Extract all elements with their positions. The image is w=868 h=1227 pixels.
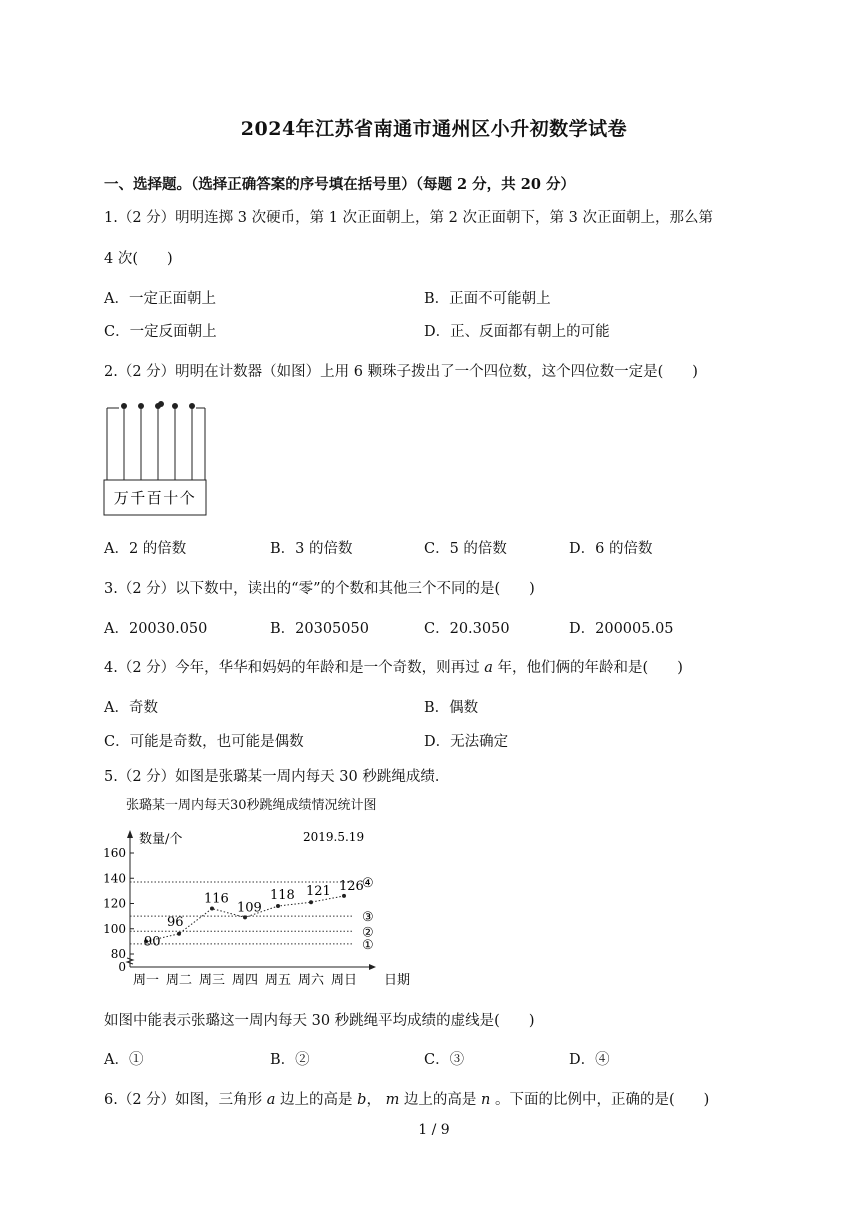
q1-option-b[interactable]: B．正面不可能朝上: [424, 291, 551, 307]
page-number: 1 / 9: [418, 1122, 450, 1138]
x-tick-label: 周三: [198, 973, 226, 988]
q3-option-d[interactable]: D．200005.05: [569, 621, 674, 637]
x-axis-arrow: [369, 964, 376, 970]
page-title: 2024年江苏省南通市通州区小升初数学试卷: [240, 118, 628, 140]
data-point: [309, 900, 313, 904]
question-4-text: 4.（2 分）今年，华华和妈妈的年龄和是一个奇数，则再过 a 年，他们俩的年龄和是( ): [104, 660, 683, 676]
y-tick-label: 100: [103, 921, 126, 936]
y-tick-label: 0: [118, 960, 126, 974]
q3-option-b[interactable]: B．20305050: [270, 621, 369, 637]
data-point: [342, 894, 346, 898]
data-label: 109: [237, 900, 262, 916]
y-tick-label: 160: [103, 846, 126, 860]
x-tick-label: 周五: [264, 973, 292, 988]
q5-option-b[interactable]: B．②: [270, 1052, 310, 1068]
abacus-labels: 万千百十个: [113, 489, 197, 507]
data-label: 96: [167, 914, 184, 930]
x-axis-label: 日期: [384, 973, 411, 988]
q3-option-c[interactable]: C．20.3050: [424, 621, 510, 637]
q5-option-d[interactable]: D．④: [569, 1052, 610, 1068]
y-tick-label: 140: [103, 871, 126, 886]
x-tick-label: 周四: [231, 973, 259, 988]
q5-option-a[interactable]: A．①: [104, 1052, 144, 1068]
x-tick-label: 周六: [297, 973, 325, 988]
data-label: 118: [270, 888, 295, 904]
q1-option-d[interactable]: D．正、反面都有朝上的可能: [424, 324, 610, 340]
y-axis-label: 数量/个: [139, 832, 183, 847]
section-heading: 一、选择题。（选择正确答案的序号填在括号里）（每题 2 分，共 20 分）: [104, 176, 575, 193]
data-point: [210, 907, 214, 911]
x-tick-label: 周一: [132, 973, 160, 988]
question-6-text: 6.（2 分）如图，三角形 a 边上的高是 b， m 边上的高是 n 。下面的比例中，正确的是( ): [104, 1092, 710, 1108]
x-tick-label: 周二: [165, 973, 193, 988]
q4-option-b[interactable]: B．偶数: [424, 700, 479, 716]
x-tick-label: 周日: [330, 973, 358, 988]
q2-option-b[interactable]: B．3 的倍数: [270, 541, 353, 557]
y-axis-arrow: [127, 830, 133, 838]
axis-break: [127, 958, 133, 964]
q4-option-a[interactable]: A．奇数: [104, 700, 158, 716]
q4-option-d[interactable]: D．无法确定: [424, 734, 509, 750]
chart-date: 2019.5.19: [303, 830, 365, 844]
q2-option-a[interactable]: A．2 的倍数: [104, 541, 187, 557]
q1-option-a[interactable]: A．一定正面朝上: [104, 291, 216, 307]
question-1-text: 1.（2 分）明明连掷 3 次硬币，第 1 次正面朝上，第 2 次正面朝下，第 3 次正面朝上，那么第: [104, 210, 713, 226]
data-label: 126: [339, 878, 364, 894]
reference-line-label: ①: [362, 937, 374, 953]
data-point: [177, 932, 181, 936]
variable-a: a: [484, 660, 493, 676]
question-1-text-cont: 4 次( ): [104, 251, 173, 267]
chart-title: 张璐某一周内每天30秒跳绳成绩情况统计图: [126, 798, 377, 813]
abacus-figure: [103, 396, 209, 518]
data-point: [243, 915, 247, 919]
question-5-text: 5.（2 分）如图是张璐某一周内每天 30 秒跳绳成绩．: [104, 769, 450, 785]
q3-option-a[interactable]: A．20030.050: [104, 621, 208, 637]
q5-option-c[interactable]: C．③: [424, 1052, 465, 1068]
reference-line-label: ③: [362, 910, 374, 926]
data-label: 121: [306, 884, 331, 900]
q1-option-c[interactable]: C．一定反面朝上: [104, 324, 217, 340]
q4-option-c[interactable]: C．可能是奇数，也可能是偶数: [104, 734, 304, 750]
data-label: 90: [144, 934, 161, 950]
y-tick-label: 80: [110, 947, 126, 961]
question-3-text: 3.（2 分）以下数中，读出的“零”的个数和其他三个不同的是( ): [104, 581, 535, 597]
data-point: [276, 904, 280, 908]
line-chart: [100, 820, 420, 992]
reference-line-label: ②: [362, 925, 374, 941]
question-5-prompt: 如图中能表示张璐这一周内每天 30 秒跳绳平均成绩的虚线是( ): [104, 1013, 535, 1029]
question-2-text: 2.（2 分）明明在计数器（如图）上用 6 颗珠子拨出了一个四位数，这个四位数一定是( ): [104, 364, 698, 380]
y-tick-label: 120: [103, 896, 126, 911]
reference-line-label: ④: [362, 876, 374, 892]
data-label: 116: [204, 891, 229, 907]
q2-option-d[interactable]: D．6 的倍数: [569, 541, 653, 557]
q2-option-c[interactable]: C．5 的倍数: [424, 541, 507, 557]
